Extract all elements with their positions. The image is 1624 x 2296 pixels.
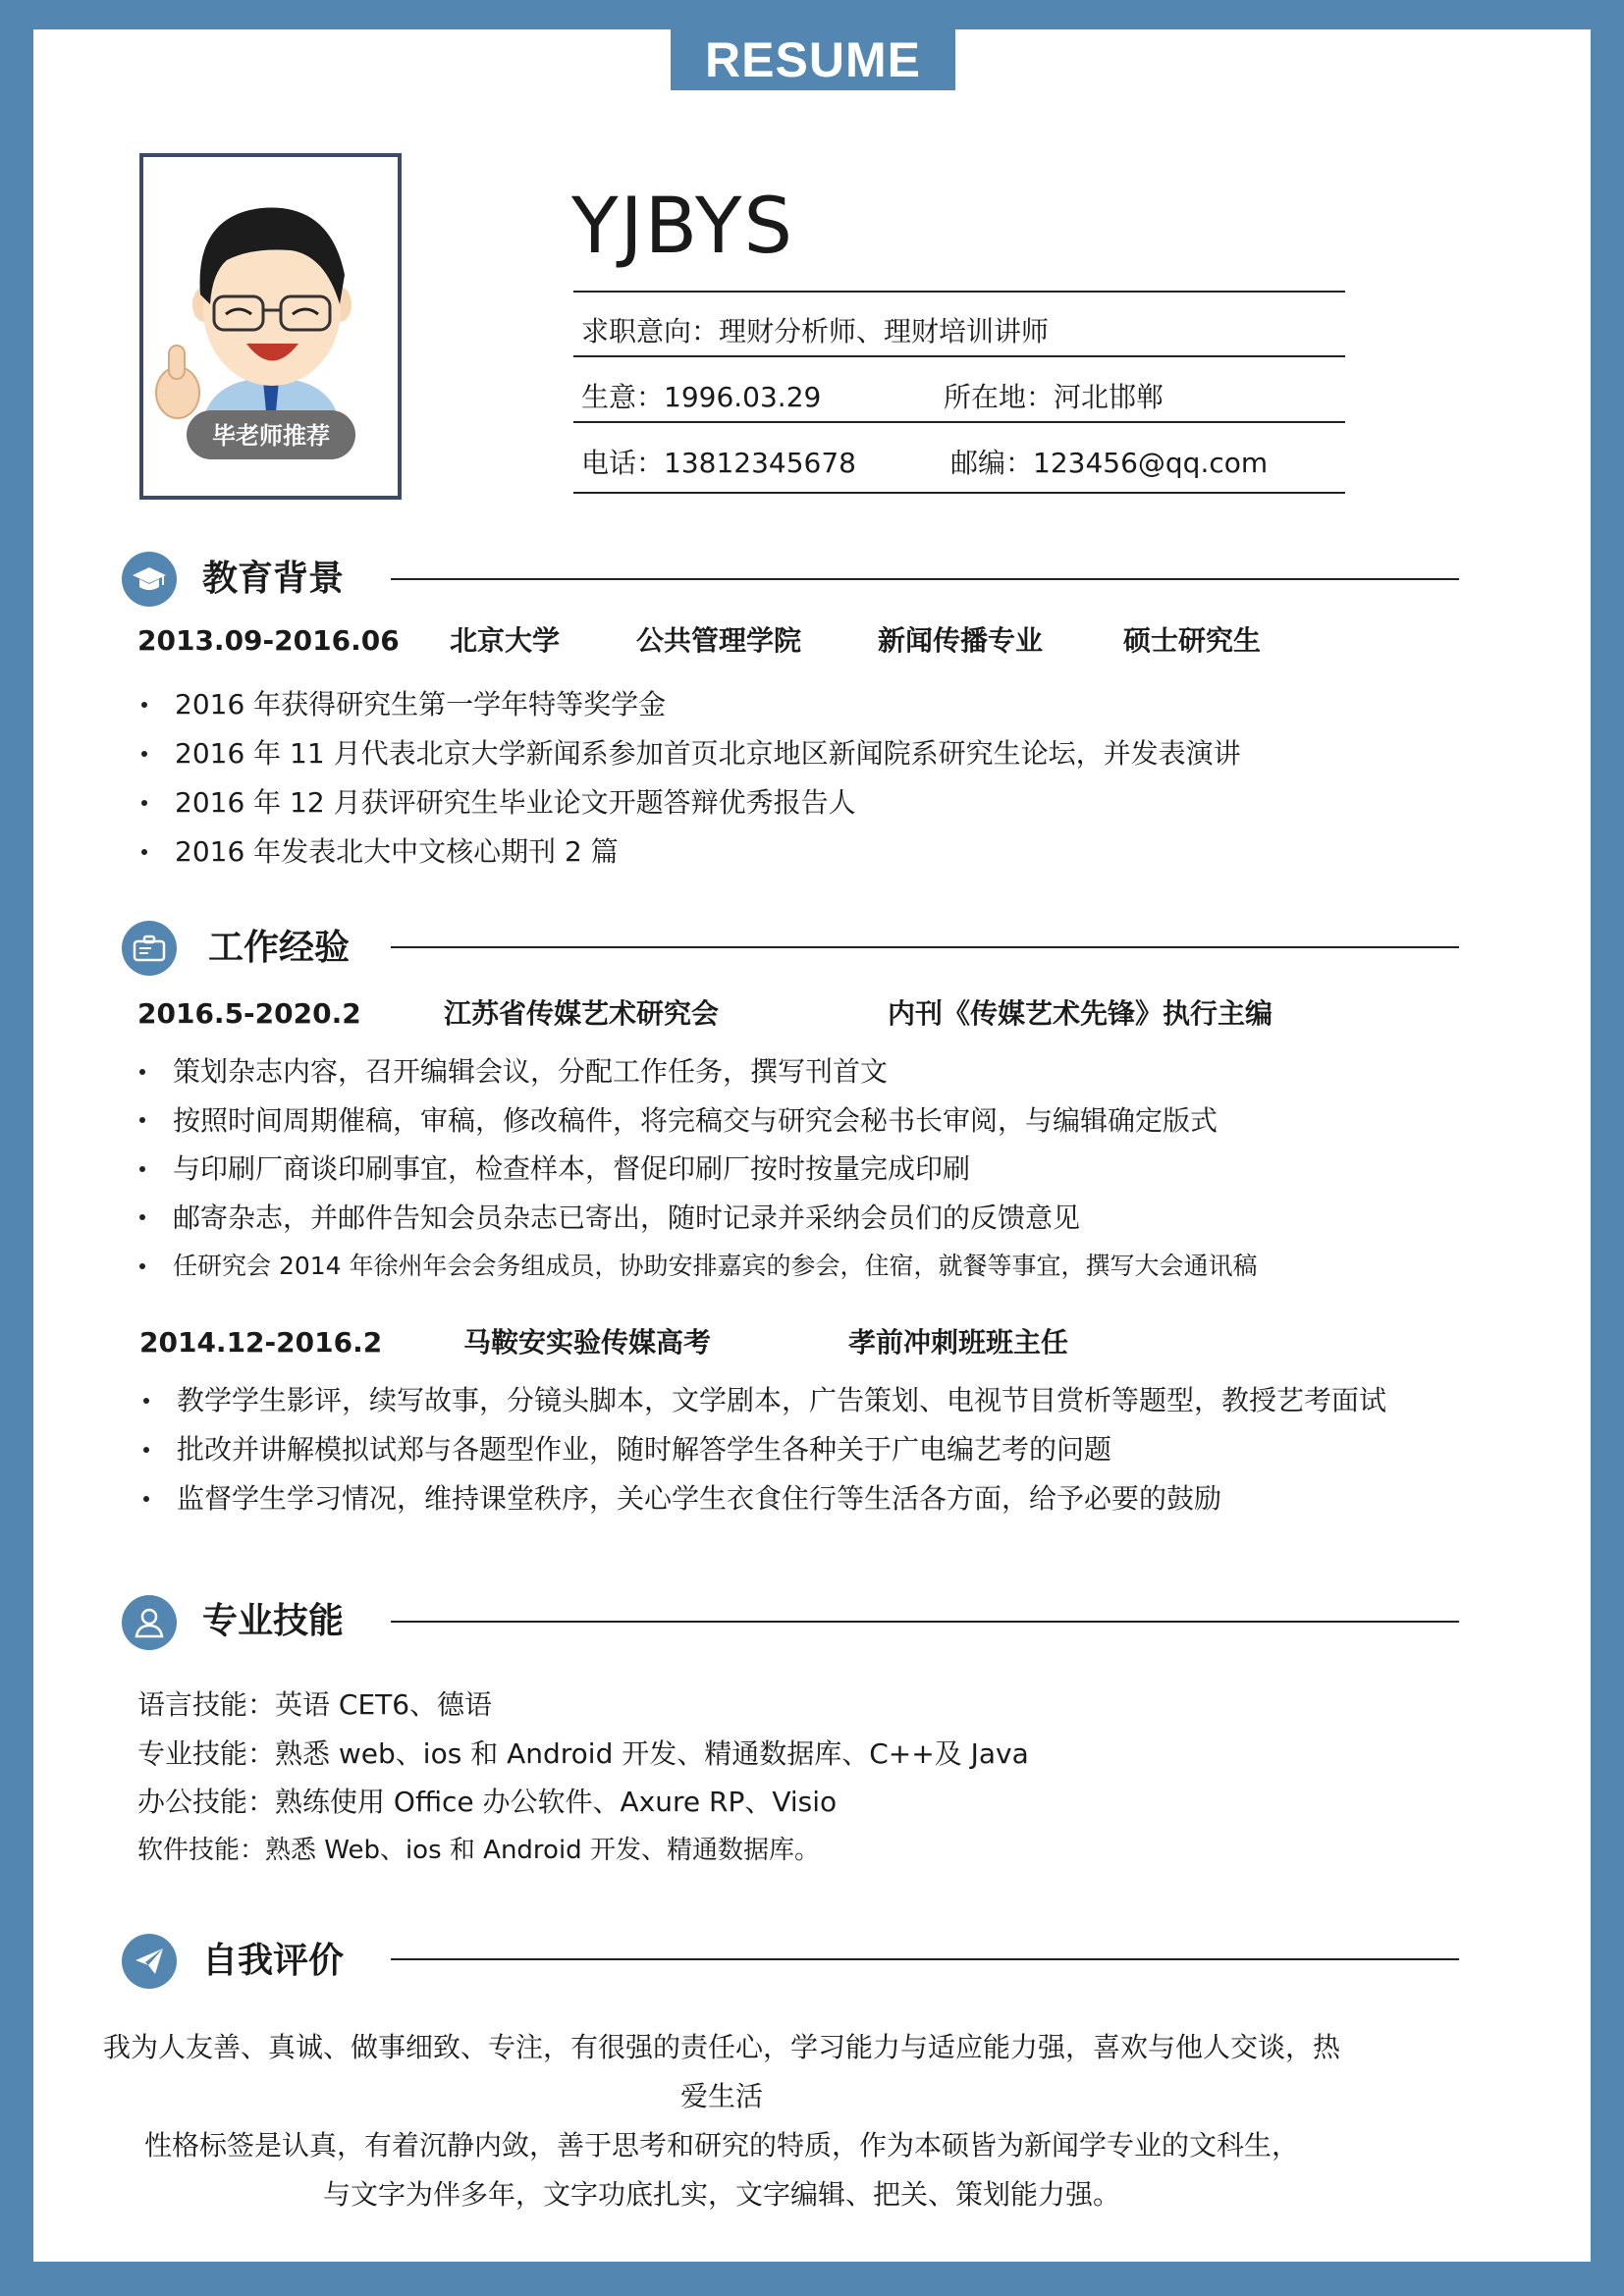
job-role: 孝前冲刺班班主任	[848, 1326, 1069, 1359]
birth-value: 1996.03.29	[664, 381, 822, 413]
skills-section-title: 专业技能	[202, 1601, 345, 1641]
divider	[573, 421, 1345, 423]
divider	[573, 492, 1345, 494]
education-section-title: 教育背景	[202, 559, 345, 599]
user-icon	[122, 1595, 177, 1650]
email-label: 邮编：	[950, 447, 1034, 479]
education-period: 2013.09-2016.06	[137, 624, 400, 657]
candidate-name: YJBYS	[571, 183, 795, 271]
job-intent-row	[581, 314, 1049, 349]
list-item: 按照时间周期催稿，审稿，修改稿件，将完稿交与研究会秘书长审阅，与编辑确定版式	[135, 1096, 1258, 1146]
job-period: 2016.5-2020.2	[137, 997, 361, 1030]
education-list	[137, 680, 1241, 877]
self-evaluation-text	[98, 2023, 1345, 2219]
work-section-title: 工作经验	[208, 928, 351, 968]
skills-list	[137, 1681, 1029, 1875]
education-degree: 硕士研究生	[1123, 624, 1262, 657]
job-duties-list	[135, 1047, 1258, 1291]
list-item: 2016 年发表北大中文核心期刊 2 篇	[137, 828, 1241, 877]
phone-value: 13812345678	[664, 447, 856, 479]
list-item: 批改并讲解模拟试郑与各题型作业，随时解答学生各种关于广电编艺考的问题	[139, 1425, 1386, 1474]
phone-row	[581, 446, 856, 481]
self-eval-section-title: 自我评价	[202, 1941, 345, 1981]
skill-item: 专业技能：熟悉 web、ios 和 Android 开发、精通数据库、C++及 Java	[137, 1736, 1029, 1770]
list-item: 邮寄杂志，并邮件告知会员杂志已寄出，随时记录并采纳会员们的反馈意见	[135, 1194, 1258, 1243]
email-row	[950, 446, 1268, 481]
self-eval-line: 我为人友善、真诚、做事细致、专注，有很强的责任心，学习能力与适应能力强，喜欢与他人交谈，热爱生活	[102, 2031, 1340, 2112]
education-school: 北京大学	[450, 624, 561, 657]
list-item: 2016 年获得研究生第一学年特等奖学金	[137, 680, 1241, 729]
section-divider	[391, 1958, 1459, 1960]
section-divider	[391, 1621, 1459, 1623]
divider	[573, 355, 1345, 357]
email-value: 123456@qq.com	[1033, 447, 1269, 479]
list-item: 教学学生影评，续写故事，分镜头脚本，文学剧本，广告策划、电视节目赏析等题型，教授艺考面试	[139, 1376, 1386, 1425]
skill-item: 软件技能：熟悉 Web、ios 和 Android 开发、精通数据库。	[137, 1835, 820, 1865]
job-intent-value: 理财分析师、理财培训讲师	[719, 315, 1050, 347]
avatar-caption: 毕老师推荐	[212, 422, 330, 450]
list-item: 任研究会 2014 年徐州年会会务组成员，协助安排嘉宾的参会，住宿，就餐等事宜，撰写大会通讯稿	[135, 1242, 1258, 1291]
job-period: 2014.12-2016.2	[139, 1326, 383, 1359]
birth-label: 生意：	[581, 381, 665, 413]
section-divider	[391, 946, 1459, 948]
education-major: 新闻传播专业	[878, 624, 1044, 657]
phone-label: 电话：	[581, 447, 665, 479]
job-intent-label: 求职意向：	[581, 315, 720, 347]
location-value: 河北邯郸	[1054, 381, 1164, 413]
list-item: 与印刷厂商谈印刷事宜，检查样本，督促印刷厂按时按量完成印刷	[135, 1145, 1258, 1194]
job-role: 内刊《传媒艺术先锋》执行主编	[888, 997, 1273, 1030]
avatar-illustration	[143, 157, 398, 496]
location-label: 所在地：	[944, 381, 1055, 413]
paper-plane-icon	[122, 1934, 177, 1989]
job-organization: 江苏省传媒艺术研究会	[444, 997, 720, 1030]
list-item: 2016 年 11 月代表北京大学新闻系参加首页北京地区新闻院系研究生论坛，并发表演讲	[137, 729, 1241, 778]
location-row	[944, 380, 1164, 415]
graduation-cap-icon	[122, 552, 177, 607]
self-eval-line: 性格标签是认真，有着沉静内敛，善于思考和研究的特质，作为本硕皆为新闻学专业的文科生，	[143, 2129, 1299, 2162]
skill-item: 语言技能：英语 CET6、德语	[137, 1688, 493, 1721]
skill-item: 办公技能：熟练使用 Office 办公软件、Axure RP、Visio	[137, 1786, 838, 1818]
birth-row	[581, 380, 821, 415]
section-divider	[391, 578, 1459, 580]
profile-photo	[139, 153, 402, 500]
job-duties-list	[139, 1376, 1386, 1523]
list-item: 策划杂志内容，召开编辑会议，分配工作任务，撰写刊首文	[135, 1047, 1258, 1096]
job-organization: 马鞍安实验传媒高考	[463, 1326, 712, 1359]
resume-banner: RESUME	[671, 29, 955, 90]
education-college: 公共管理学院	[636, 624, 802, 657]
list-item: 2016 年 12 月获评研究生毕业论文开题答辩优秀报告人	[137, 778, 1241, 828]
divider	[573, 291, 1345, 293]
briefcase-icon	[122, 921, 177, 976]
list-item: 监督学生学习情况，维持课堂秩序，关心学生衣食住行等生活各方面，给予必要的鼓励	[139, 1474, 1386, 1523]
self-eval-line: 与文字为伴多年，文字功底扎实，文字编辑、把关、策划能力强。	[322, 2178, 1120, 2211]
